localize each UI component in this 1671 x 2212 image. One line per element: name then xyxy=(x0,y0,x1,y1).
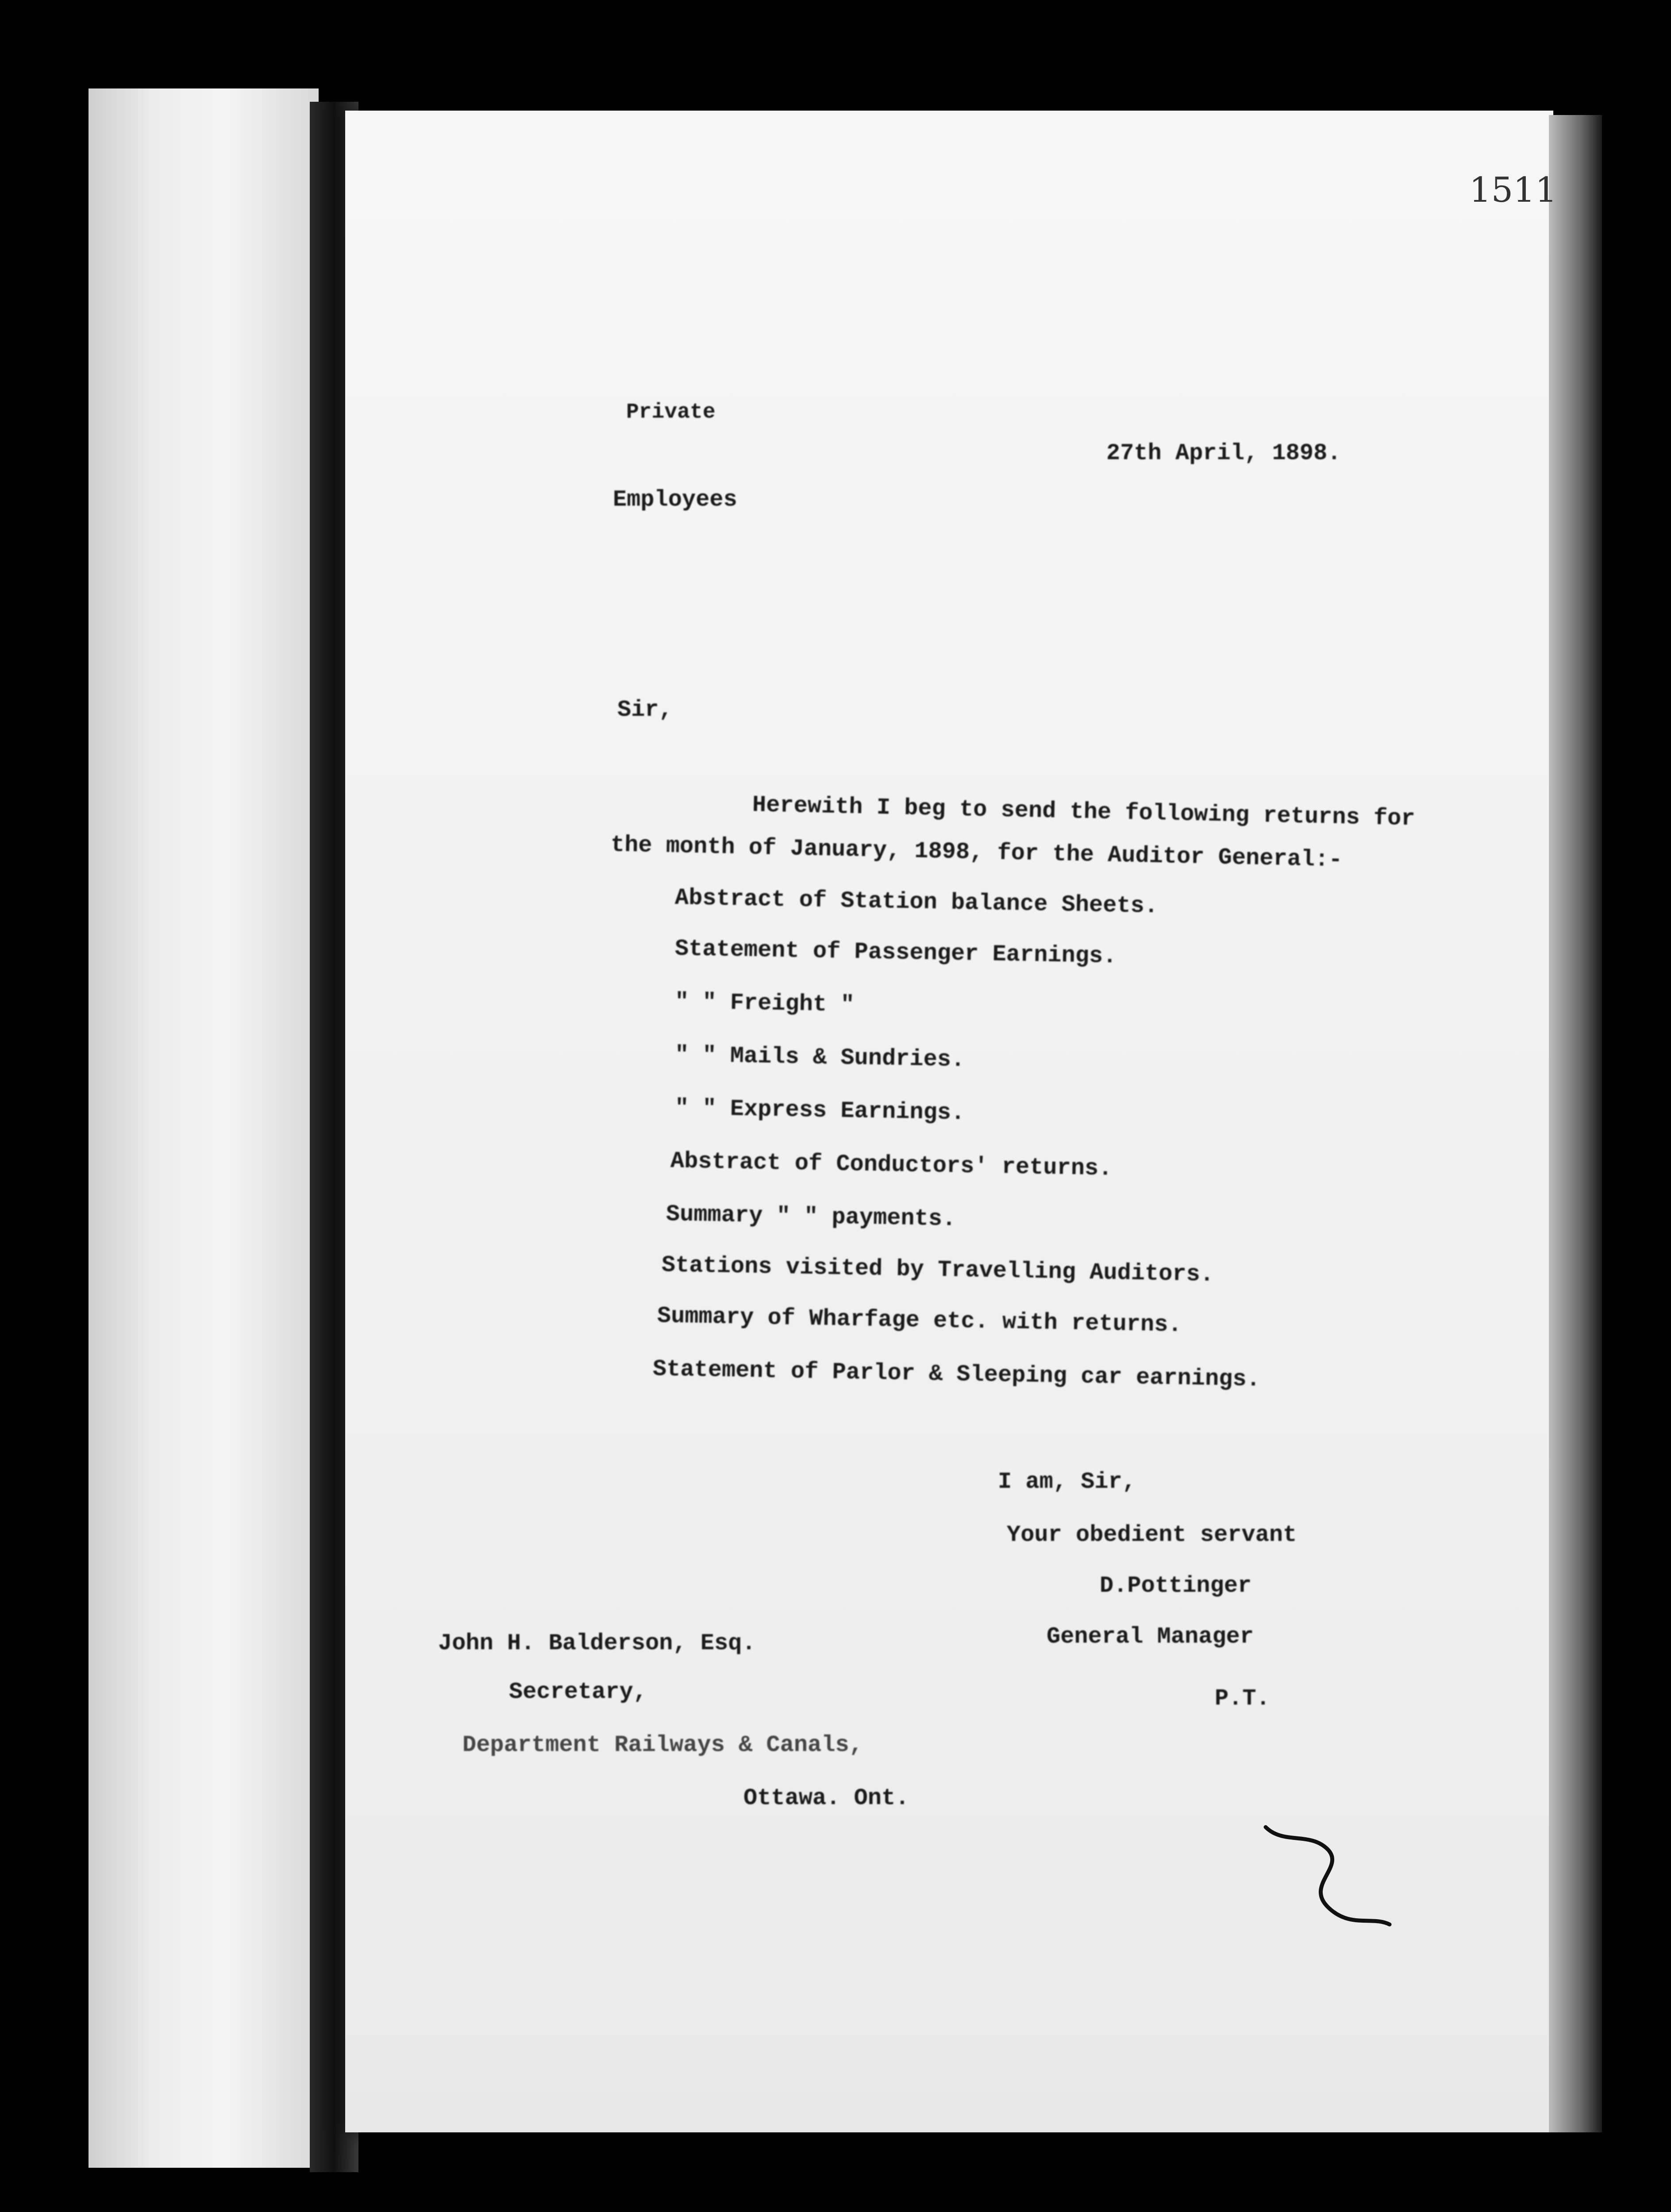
return-item: Statement of Parlor & Sleeping car earnings. xyxy=(652,1356,1261,1393)
letter-marking: Private xyxy=(626,400,716,424)
page-right-edge xyxy=(1549,115,1602,2132)
return-item: Abstract of Conductors' returns. xyxy=(670,1148,1113,1182)
return-item: " " Express Earnings. xyxy=(674,1095,965,1126)
recipient-name: John H. Balderson, Esq. xyxy=(438,1630,756,1656)
letter-body-line-1: Herewith I beg to send the following returns for xyxy=(752,792,1416,832)
signatory-title: General Manager xyxy=(1047,1624,1254,1650)
recipient-department: Department Railways & Canals, xyxy=(462,1732,863,1758)
letter-date: 27th April, 1898. xyxy=(1106,440,1341,466)
recipient-title: Secretary, xyxy=(509,1679,647,1705)
handwritten-mark xyxy=(1257,1818,1434,1951)
return-item: " " Mails & Sundries. xyxy=(674,1042,965,1073)
letter-body-line-2: the month of January, 1898, for the Auditor General:- xyxy=(610,832,1343,873)
previous-page-edge xyxy=(89,88,319,2168)
letter-salutation: Sir, xyxy=(617,697,673,723)
letter-closing: Your obedient servant xyxy=(1007,1522,1297,1548)
signatory-name: D.Pottinger xyxy=(1100,1573,1252,1599)
return-item: Stations visited by Travelling Auditors. xyxy=(661,1252,1214,1288)
letter-closing: I am, Sir, xyxy=(998,1469,1136,1495)
return-item: " " Freight " xyxy=(674,989,855,1018)
return-item: Summary of Wharfage etc. with returns. xyxy=(657,1303,1182,1338)
letter-subject: Employees xyxy=(613,487,737,513)
typist-initials: P.T. xyxy=(1215,1686,1270,1712)
page-number: 1511 xyxy=(1469,170,1557,210)
recipient-city: Ottawa. Ont. xyxy=(743,1785,909,1811)
return-item: Summary " " payments. xyxy=(666,1201,956,1233)
return-item: Statement of Passenger Earnings. xyxy=(674,936,1117,970)
return-item: Abstract of Station balance Sheets. xyxy=(674,885,1159,920)
